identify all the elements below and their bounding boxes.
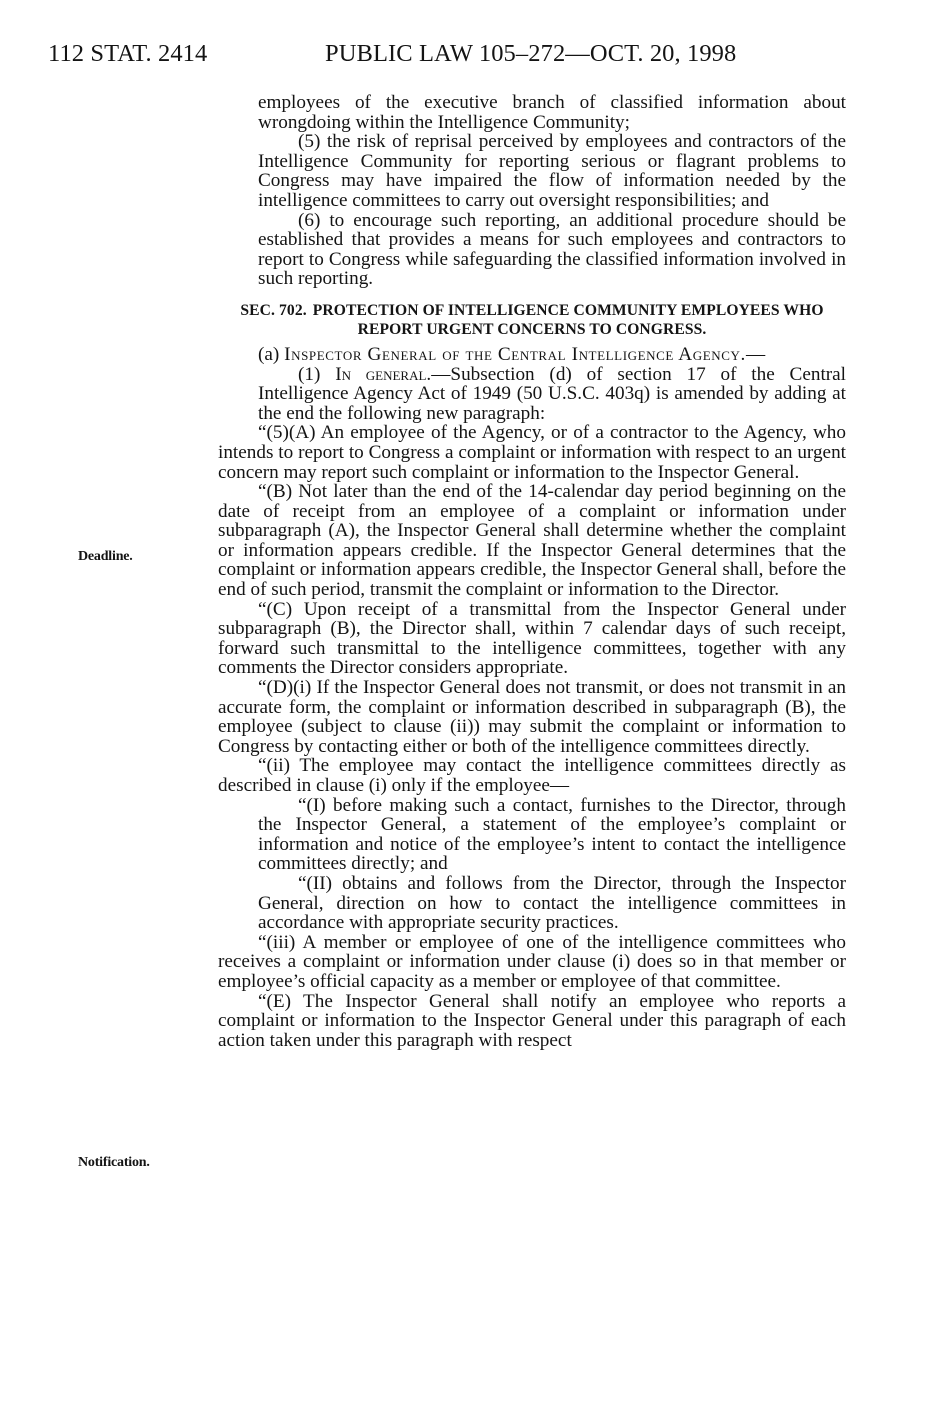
paragraph-1-text: —Subsection (d) of section 17 of the Central Intelligence Agency Act of 1949 (50 U.S.C. 403q) is amended by adding at the end the following new paragraph: [258, 363, 847, 424]
paragraph-1 [218, 365, 846, 424]
quoted-subparagraph-e: “(E) The Inspector General shall notify an employee who reports a complaint or information to the Inspector General under this paragraph of each action taken under this paragraph with respect [218, 990, 846, 1051]
quoted-clause-ii: “(ii) The employee may contact the intelligence committees directly as described in clause (i) only if the employee— [218, 755, 846, 796]
subsection-a-heading [218, 345, 846, 365]
paragraph-1-number: (1) [298, 363, 321, 385]
paragraph-1-heading: In general. [335, 363, 432, 385]
document-body [218, 93, 846, 1050]
section-heading [218, 301, 846, 339]
public-law-citation: PUBLIC LAW 105–272—OCT. 20, 1998 [325, 40, 737, 67]
quoted-subclause-II: “(II) obtains and follows from the Director, through the Inspector General, direction on how to contact the intelligence committees in accordance with appropriate security practices. [258, 872, 846, 934]
stat-page-citation: 112 STAT. 2414 [48, 40, 208, 67]
quoted-subparagraph-c: “(C) Upon receipt of a transmittal from the Inspector General under subparagraph (B), the Director shall, within 7 calendar days of such receipt, forward such transmittal to the intelligence committees, together with any comments the Director considers appropriate. [218, 598, 846, 679]
running-header [48, 40, 848, 74]
subsection-a-number: (a) [258, 343, 280, 365]
margin-note-notification: Notification. [78, 1155, 150, 1170]
section-number: SEC. 702. [240, 301, 307, 319]
quoted-clause-iii: “(iii) A member or employee of one of the intelligence committees who receives a complaint or information under clause (i) does so in that member or employee’s official capacity as a member or employee of that committee. [218, 931, 846, 992]
paragraph-continuation: employees of the executive branch of classified information about wrongdoing within the Intelligence Community; [258, 92, 846, 133]
finding-paragraph-6: (6) to encourage such reporting, an additional procedure should be established that provides a means for such employees and contractors to report to Congress while safeguarding the classified information involved in such reporting. [258, 209, 846, 290]
quoted-subparagraph-d-i: “(D)(i) If the Inspector General does not transmit, or does not transmit in an accurate form, the complaint or information described in subparagraph (B), the employee (subject to clause (ii)) may submit the complaint or information to Congress by contacting either or both of the intelligence committees directly. [218, 677, 846, 757]
margin-note-deadline: Deadline. [78, 549, 133, 564]
quoted-paragraph-5a: “(5)(A) An employee of the Agency, or of a contractor to the Agency, who intends to report to Congress a complaint or information with respect to an urgent concern may report such complaint or information to the Inspector General. [218, 422, 846, 483]
subsection-a-title: Inspector General of the Central Intelligence Agency.— [284, 343, 766, 365]
section-title: PROTECTION OF INTELLIGENCE COMMUNITY EMPLOYEES WHO REPORT URGENT CONCERNS TO CONGRESS. [312, 301, 824, 338]
finding-paragraph-5: (5) the risk of reprisal perceived by employees and contractors of the Intelligence Community for reporting serious or flagrant problems to Congress may have impaired the flow of information needed by the intelligence committees to carry out oversight responsibilities; and [258, 131, 846, 211]
quoted-subparagraph-b: “(B) Not later than the end of the 14-calendar day period beginning on the date of receipt from an employee of a complaint or information under subparagraph (A), the Inspector General shall determine whether the complaint or information appears credible. If the Inspector General determines that the complaint or information appears credible, the Inspector General shall, before the end of such period, transmit the complaint or information to the Director. [218, 481, 846, 601]
quoted-subclause-I: “(I) before making such a contact, furnishes to the Director, through the Inspector General, a statement of the employee’s complaint or information and notice of the employee’s intent to contact the intelligence committees directly; and [258, 794, 846, 875]
